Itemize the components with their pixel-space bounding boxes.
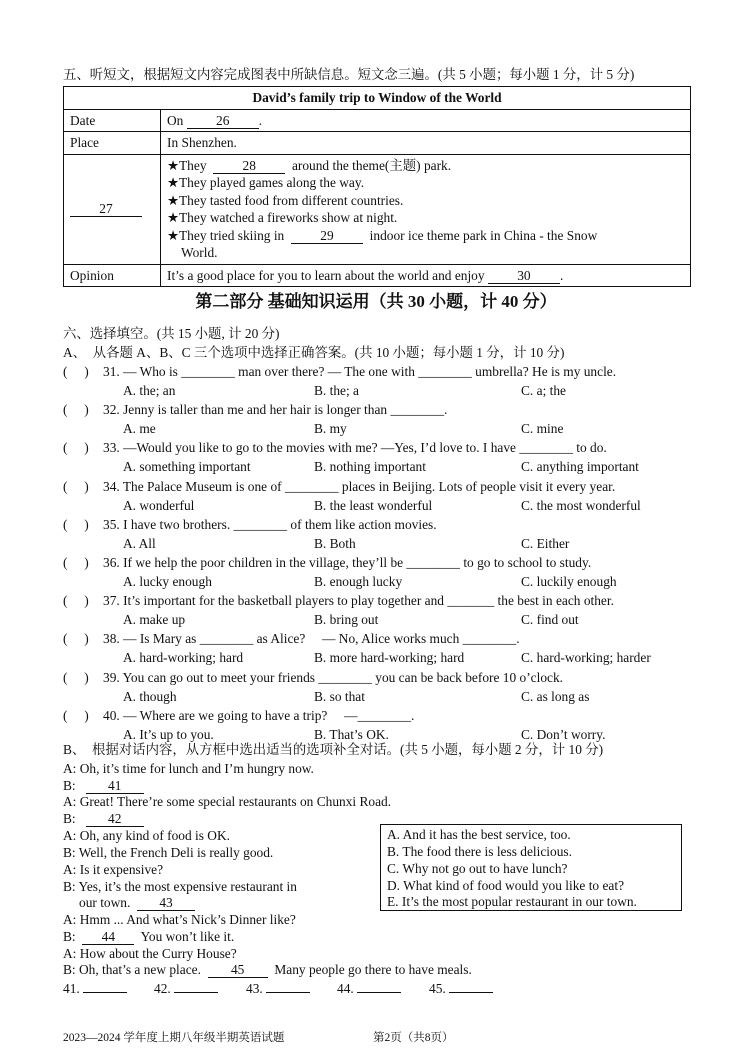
- row-label-27: [64, 154, 161, 264]
- question-33-paren: ( ): [63, 440, 89, 456]
- blank-30: 30: [488, 268, 560, 284]
- question-33-option-b: B. nothing important: [314, 459, 426, 475]
- question-36-option-c: C. luckily enough: [521, 574, 617, 589]
- speaker-b: B:: [63, 811, 76, 826]
- part2-heading: 第二部分 基础知识运用（共 30 小题，计 40 分）: [195, 292, 557, 311]
- dialogue-line-3: A: Great! There’re some special restaurants on Chunxi Road.: [63, 794, 392, 809]
- question-35-option-c: C. Either: [521, 535, 570, 551]
- blank-44: 44: [82, 929, 134, 945]
- option-c: C. Why not go out to have lunch?: [387, 861, 568, 876]
- question-40-paren: ( ): [63, 707, 89, 723]
- question-34-option-a: A. wonderful: [123, 497, 195, 513]
- question-37-stem: 37. It’s important for the basketball players to play together and _______ the best in each other.: [103, 593, 614, 609]
- row-label-date: Date: [64, 109, 161, 132]
- dialogue-line-5: A: Oh, any kind of food is OK.: [63, 828, 230, 843]
- blank-41: 41: [86, 778, 144, 794]
- blank-42: 42: [86, 811, 144, 827]
- question-32-paren: ( ): [63, 402, 89, 418]
- dialogue-line-6: B: Well, the French Deli is really good.: [63, 845, 274, 860]
- question-39-option-c: C. as long as: [521, 688, 590, 704]
- question-34-option-b: B. the least wonderful: [314, 497, 433, 513]
- table-row-place: [64, 132, 691, 155]
- dialogue-line-4: [63, 810, 144, 827]
- question-36-option-a: A. lucky enough: [123, 574, 212, 589]
- line13-post: Many people go there to have meals.: [274, 962, 472, 977]
- answer-43-label: 43.: [246, 981, 263, 996]
- question-35-option-a: A. All: [123, 535, 156, 551]
- dialogue-line-13: [63, 961, 472, 978]
- question-31-stem: 31. — Who is ________ man over there? — The one with ________ umbrella? He is my uncle.: [103, 364, 617, 379]
- option-e: E. It’s the most popular restaurant in our town.: [387, 894, 637, 909]
- question-38-paren: ( ): [63, 631, 89, 647]
- question-32-option-b: B. my: [314, 421, 347, 437]
- answer-41-label: 41.: [63, 981, 80, 996]
- question-40-option-c: C. Don’t worry.: [521, 726, 606, 742]
- question-37-paren: ( ): [63, 593, 89, 609]
- blank-26: 26: [187, 113, 259, 129]
- question-31-option-b: B. the; a: [314, 383, 359, 398]
- answer-44-blank: [357, 992, 401, 993]
- question-36-option-b: B. enough lucky: [314, 574, 403, 589]
- question-38-stem: 38. — Is Mary as ________ as Alice? — No, Alice works much ________.: [103, 631, 520, 647]
- dialogue-line-7: A: Is it expensive?: [63, 862, 164, 877]
- question-39-option-b: B. so that: [314, 688, 365, 704]
- dialogue-line-8: B: Yes, it’s the most expensive restaurant in: [63, 879, 297, 894]
- answer-43: [246, 980, 310, 997]
- option-d: D. What kind of food would you like to eat?: [387, 878, 625, 893]
- options-box: [380, 824, 682, 911]
- question-36-paren: ( ): [63, 555, 89, 570]
- section6-heading: 六、选择填空。(共 15 小题, 计 20 分): [63, 326, 280, 341]
- partA-heading: A、 从各题 A、B、C 三个选项中选择正确答案。(共 10 小题；每小题 1 分，计 10 分): [63, 345, 565, 360]
- dialogue-line-9: [79, 894, 195, 911]
- table-row-date: [64, 109, 691, 132]
- question-40-option-a: A. It’s up to you.: [123, 726, 214, 742]
- trip-info-table: [63, 86, 691, 287]
- question-40-stem: 40. — Where are we going to have a trip? —________.: [103, 707, 415, 723]
- row-label-place: Place: [64, 132, 161, 155]
- date-prefix: On: [167, 112, 184, 128]
- blank-43: 43: [137, 895, 195, 911]
- answer-42-blank: [174, 992, 218, 993]
- question-39-paren: ( ): [63, 669, 89, 685]
- question-37-option-a: A. make up: [123, 612, 186, 628]
- question-32-stem: 32. Jenny is taller than me and her hair is longer than ________.: [103, 402, 448, 418]
- row-value-activities: [161, 154, 691, 264]
- line13-pre: B: Oh, that’s a new place.: [63, 962, 201, 977]
- blank-29: 29: [291, 228, 363, 244]
- question-33-option-c: C. anything important: [521, 459, 639, 475]
- option-a: A. And it has the best service, too.: [387, 827, 571, 842]
- question-39-stem: 39. You can go out to meet your friends ________ you can be back before 10 o’clock.: [103, 669, 564, 685]
- option-b: B. The food there is less delicious.: [387, 844, 572, 859]
- answer-41: [63, 980, 127, 997]
- question-33-option-a: A. something important: [123, 459, 251, 475]
- opinion-pre: It’s a good place for you to learn about the world and enjoy: [167, 267, 485, 283]
- table-row-opinion: [64, 264, 691, 287]
- question-34-stem: 34. The Palace Museum is one of ________ places in Beijing. Lots of people visit it every year.: [103, 478, 616, 494]
- question-34-option-c: C. the most wonderful: [521, 497, 641, 513]
- opinion-post: .: [559, 267, 564, 283]
- question-37-option-c: C. find out: [521, 612, 579, 628]
- date-suffix: .: [258, 112, 263, 128]
- blank-27: 27: [70, 201, 142, 217]
- row-value-date: [161, 109, 691, 132]
- answer-44-label: 44.: [337, 981, 354, 996]
- answer-43-blank: [266, 992, 310, 993]
- footer-left: 2023—2024 学年度上期八年级半期英语试题: [63, 1032, 285, 1044]
- row-value-place: In Shenzhen.: [161, 132, 691, 155]
- question-36-stem: 36. If we help the poor children in the village, they’ll be ________ to go to school to study.: [103, 555, 592, 570]
- answer-45-blank: [449, 992, 493, 993]
- speaker-b: B:: [63, 778, 76, 793]
- question-32-option-a: A. me: [123, 421, 156, 437]
- row-value-opinion: [161, 264, 691, 287]
- blank-45: 45: [208, 962, 268, 978]
- question-35-option-b: B. Both: [314, 535, 356, 551]
- dialogue-line-1: A: Oh, it’s time for lunch and I’m hungry now.: [63, 761, 314, 776]
- question-34-paren: ( ): [63, 478, 89, 494]
- dialogue-line-10: A: Hmm ... And what’s Nick’s Dinner like?: [63, 912, 296, 927]
- question-35-stem: 35. I have two brothers. ________ of them like action movies.: [103, 516, 437, 532]
- speaker-b: B:: [63, 929, 76, 944]
- activity-1-pre: ★They: [167, 157, 207, 173]
- question-31-paren: ( ): [63, 364, 89, 379]
- dialogue-line-2: [63, 777, 144, 794]
- partB-heading: B、 根据对话内容，从方框中选出适当的选项补全对话。(共 5 小题，每小题 2 分，计 10 分): [63, 742, 604, 757]
- dialogue-line-12: A: How about the Curry House?: [63, 946, 237, 961]
- question-33-stem: 33. —Would you like to go to the movies with me? —Yes, I’d love to. I have ________ to do.: [103, 440, 607, 456]
- activity-5-pre: ★They tried skiing in: [167, 227, 285, 243]
- activity-1-post: around the theme(主题) park.: [291, 157, 452, 173]
- answer-42-label: 42.: [154, 981, 171, 996]
- blank-28: 28: [213, 158, 285, 174]
- question-31-option-a: A. the; an: [123, 383, 176, 398]
- question-37-option-b: B. bring out: [314, 612, 379, 628]
- line11-post: You won’t like it.: [140, 929, 235, 944]
- activity-2: ★They played games along the way.: [167, 175, 365, 190]
- table-title: David’s family trip to Window of the World: [64, 87, 691, 110]
- question-35-paren: ( ): [63, 516, 89, 532]
- row-label-opinion: Opinion: [64, 264, 161, 287]
- activity-4: ★They watched a fireworks show at night.: [167, 210, 398, 225]
- question-38-option-c: C. hard-working; harder: [521, 650, 651, 666]
- question-40-option-b: B. That’s OK.: [314, 726, 389, 742]
- question-39-option-a: A. though: [123, 688, 177, 704]
- activity-5-post: indoor ice theme park in China - the Snow: [369, 227, 598, 243]
- question-38-option-a: A. hard-working; hard: [123, 650, 244, 666]
- activity-5: [167, 227, 684, 245]
- answer-45-label: 45.: [429, 981, 446, 996]
- activity-3: ★They tasted food from different countries.: [167, 192, 404, 208]
- answer-42: [154, 980, 218, 997]
- line9-pre: our town.: [79, 895, 131, 910]
- dialogue-line-11: [63, 928, 234, 945]
- answer-44: [337, 980, 401, 997]
- question-38-option-b: B. more hard-working; hard: [314, 650, 465, 666]
- section5-instruction: 五、听短文，根据短文内容完成图表中所缺信息。短文念三遍。(共 5 小题；每小题 1 分，计 5 分): [63, 67, 635, 82]
- table-row-27: [64, 154, 691, 264]
- question-32-option-c: C. mine: [521, 421, 564, 437]
- activity-1: [167, 157, 684, 175]
- footer-page: 第2页（共8页）: [373, 1032, 454, 1044]
- answer-41-blank: [83, 992, 127, 993]
- activity-5-cont: World.: [181, 245, 218, 260]
- answer-45: [429, 980, 493, 997]
- question-31-option-c: C. a; the: [521, 383, 566, 398]
